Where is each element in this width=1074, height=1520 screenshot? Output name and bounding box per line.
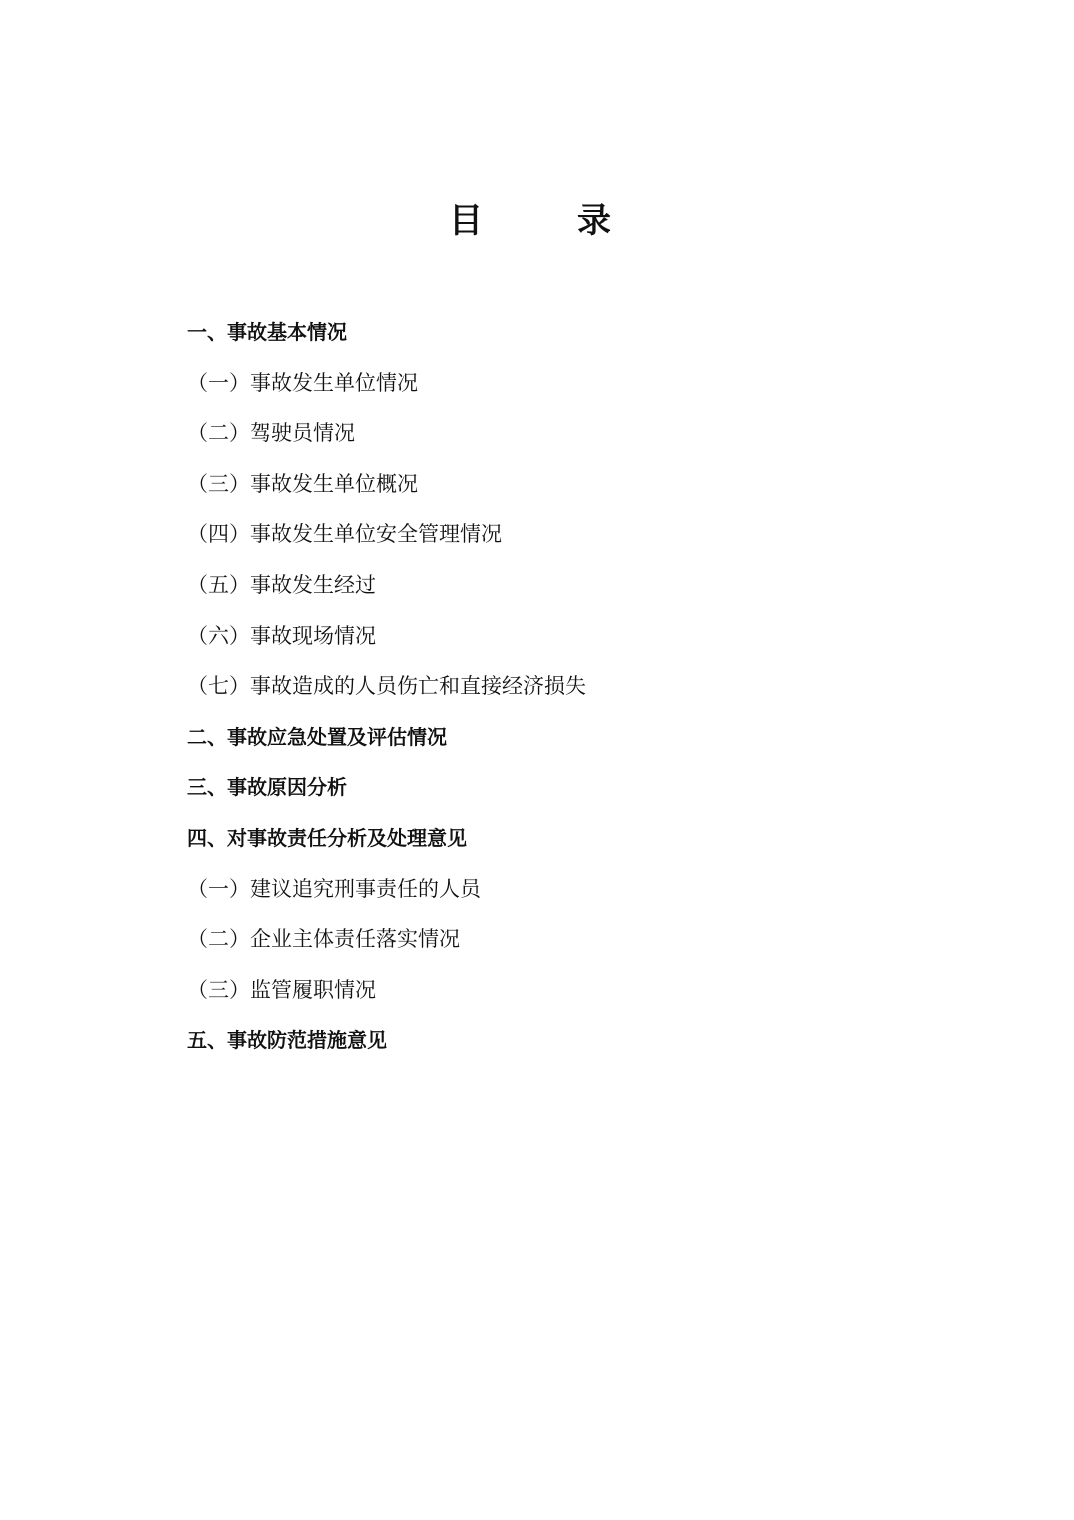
toc-section-3[interactable]: 三、事故原因分析 xyxy=(187,775,347,800)
toc-section-5[interactable]: 五、事故防范措施意见 xyxy=(187,1028,387,1053)
table-of-contents xyxy=(187,310,947,1069)
toc-subsection-4-3[interactable]: （三）监管履职情况 xyxy=(187,977,376,1002)
page-title: 目 录 xyxy=(449,201,641,241)
toc-subsection-1-2[interactable]: （二）驾驶员情况 xyxy=(187,421,355,446)
toc-subsection-1-4[interactable]: （四）事故发生单位安全管理情况 xyxy=(187,522,502,547)
toc-subsection-4-1[interactable]: （一）建议追究刑事责任的人员 xyxy=(187,876,481,901)
toc-subsection-1-7[interactable]: （七）事故造成的人员伤亡和直接经济损失 xyxy=(187,674,586,699)
toc-subsection-1-5[interactable]: （五）事故发生经过 xyxy=(187,572,376,597)
toc-subsection-1-1[interactable]: （一）事故发生单位情况 xyxy=(187,370,418,395)
toc-section-2[interactable]: 二、事故应急处置及评估情况 xyxy=(187,724,447,749)
toc-subsection-4-2[interactable]: （二）企业主体责任落实情况 xyxy=(187,927,460,952)
toc-section-1[interactable]: 一、事故基本情况 xyxy=(187,320,347,344)
toc-section-4[interactable]: 四、对事故责任分析及处理意见 xyxy=(187,825,467,850)
toc-subsection-1-3[interactable]: （三）事故发生单位概况 xyxy=(187,471,418,496)
toc-subsection-1-6[interactable]: （六）事故现场情况 xyxy=(187,623,376,648)
